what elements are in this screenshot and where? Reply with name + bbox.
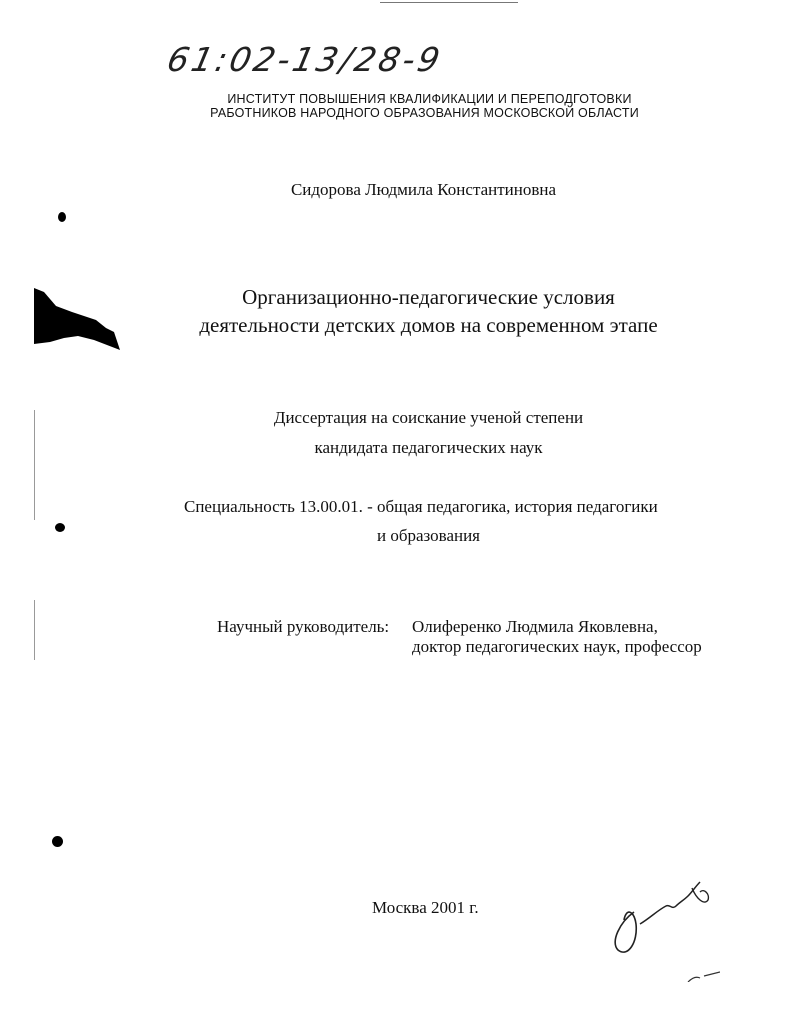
place-and-year: Москва 2001 г.	[372, 898, 479, 917]
scan-top-rule	[380, 2, 518, 3]
author-name: Сидорова Людмила Константиновна	[290, 180, 557, 199]
supervisor-title: доктор педагогических наук, профессор	[412, 637, 702, 656]
dissertation-title-line-2: деятельности детских домов на современном этапе	[199, 313, 658, 337]
supervisor-label: Научный руководитель:	[217, 617, 390, 636]
handwritten-signature	[600, 862, 720, 982]
specialty-line-2: и образования	[376, 526, 481, 545]
degree-line-1: Диссертация на соискание ученой степени	[273, 408, 584, 427]
ink-blot	[52, 836, 63, 847]
institute-line-2: РАБОТНИКОВ НАРОДНОГО ОБРАЗОВАНИЯ МОСКОВСКОЙ ОБЛАСТИ	[210, 106, 639, 120]
supervisor-name: Олиференко Людмила Яковлевна,	[412, 617, 658, 636]
specialty-line-1: Специальность 13.00.01. - общая педагогика, история педагогики	[184, 497, 658, 516]
institute-line-1: ИНСТИТУТ ПОВЫШЕНИЯ КВАЛИФИКАЦИИ И ПЕРЕПОДГОТОВКИ	[227, 92, 632, 106]
scan-left-edge	[34, 600, 35, 660]
dissertation-title-line-1: Организационно-педагогические условия	[242, 285, 615, 309]
handwritten-archive-code: 61:02-13/28-9	[163, 40, 447, 79]
degree-line-2: кандидата педагогических наук	[314, 438, 543, 457]
ink-blot	[58, 212, 66, 222]
